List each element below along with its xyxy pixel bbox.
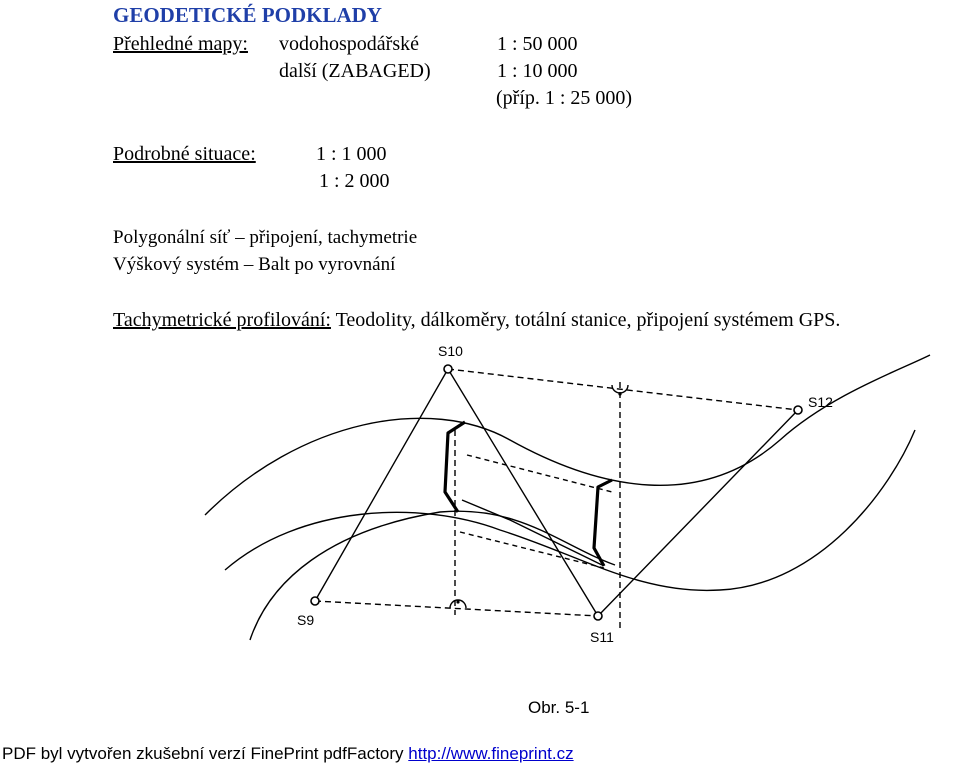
footer <box>2 744 574 764</box>
station-s9-marker <box>311 597 319 605</box>
detail-scale-1: 1 : 1 000 <box>316 143 387 165</box>
line-s10-s9 <box>315 369 448 601</box>
station-s10-label: S10 <box>438 343 463 359</box>
profile-figure <box>0 340 960 720</box>
river-bank-upper <box>205 355 930 515</box>
overview-name-1: vodohospodářské <box>279 33 419 55</box>
cross-section-top <box>467 455 612 492</box>
line-s10-s11 <box>448 369 598 616</box>
footer-link[interactable]: http://www.fineprint.cz <box>408 744 574 763</box>
profiling-line <box>113 309 840 332</box>
polygon-network-line: Polygonální síť – připojení, tachymetrie <box>113 227 418 248</box>
station-s11-label: S11 <box>590 629 614 645</box>
overview-alt-scale: (příp. 1 : 25 000) <box>496 87 633 109</box>
line-s12-s11 <box>598 410 798 616</box>
station-s12-label: S12 <box>808 394 833 410</box>
overview-name-2: další (ZABAGED) <box>279 60 431 82</box>
river-bank-right <box>225 430 915 590</box>
page-title: GEODETICKÉ PODKLADY <box>113 3 382 27</box>
profiling-text: Teodolity, dálkoměry, totální stanice, připojení systémem GPS. <box>335 309 841 331</box>
detail-label: Podrobné situace: <box>113 143 256 165</box>
station-s9-label: S9 <box>297 612 315 628</box>
station-s12-marker <box>794 406 802 414</box>
profile-center-line <box>462 500 602 565</box>
detail-scale-2: 1 : 2 000 <box>319 170 390 192</box>
overview-scale-2: 1 : 10 000 <box>497 60 578 82</box>
line-s10-s12 <box>448 369 798 410</box>
figure-caption: Obr. 5-1 <box>528 698 590 717</box>
profiling-label: Tachymetrické profilování: <box>113 309 331 331</box>
overview-label: Přehledné mapy: <box>113 33 248 55</box>
overview-scale-1: 1 : 50 000 <box>497 33 578 55</box>
height-system-line: Výškový systém – Balt po vyrovnání <box>113 254 396 275</box>
station-s11-marker <box>594 612 602 620</box>
line-s9-s11 <box>315 601 598 616</box>
station-s10-marker <box>444 365 452 373</box>
profile-2 <box>594 480 612 566</box>
footer-text: PDF byl vytvořen zkušební verzí FinePrint pdfFactory <box>2 744 409 763</box>
